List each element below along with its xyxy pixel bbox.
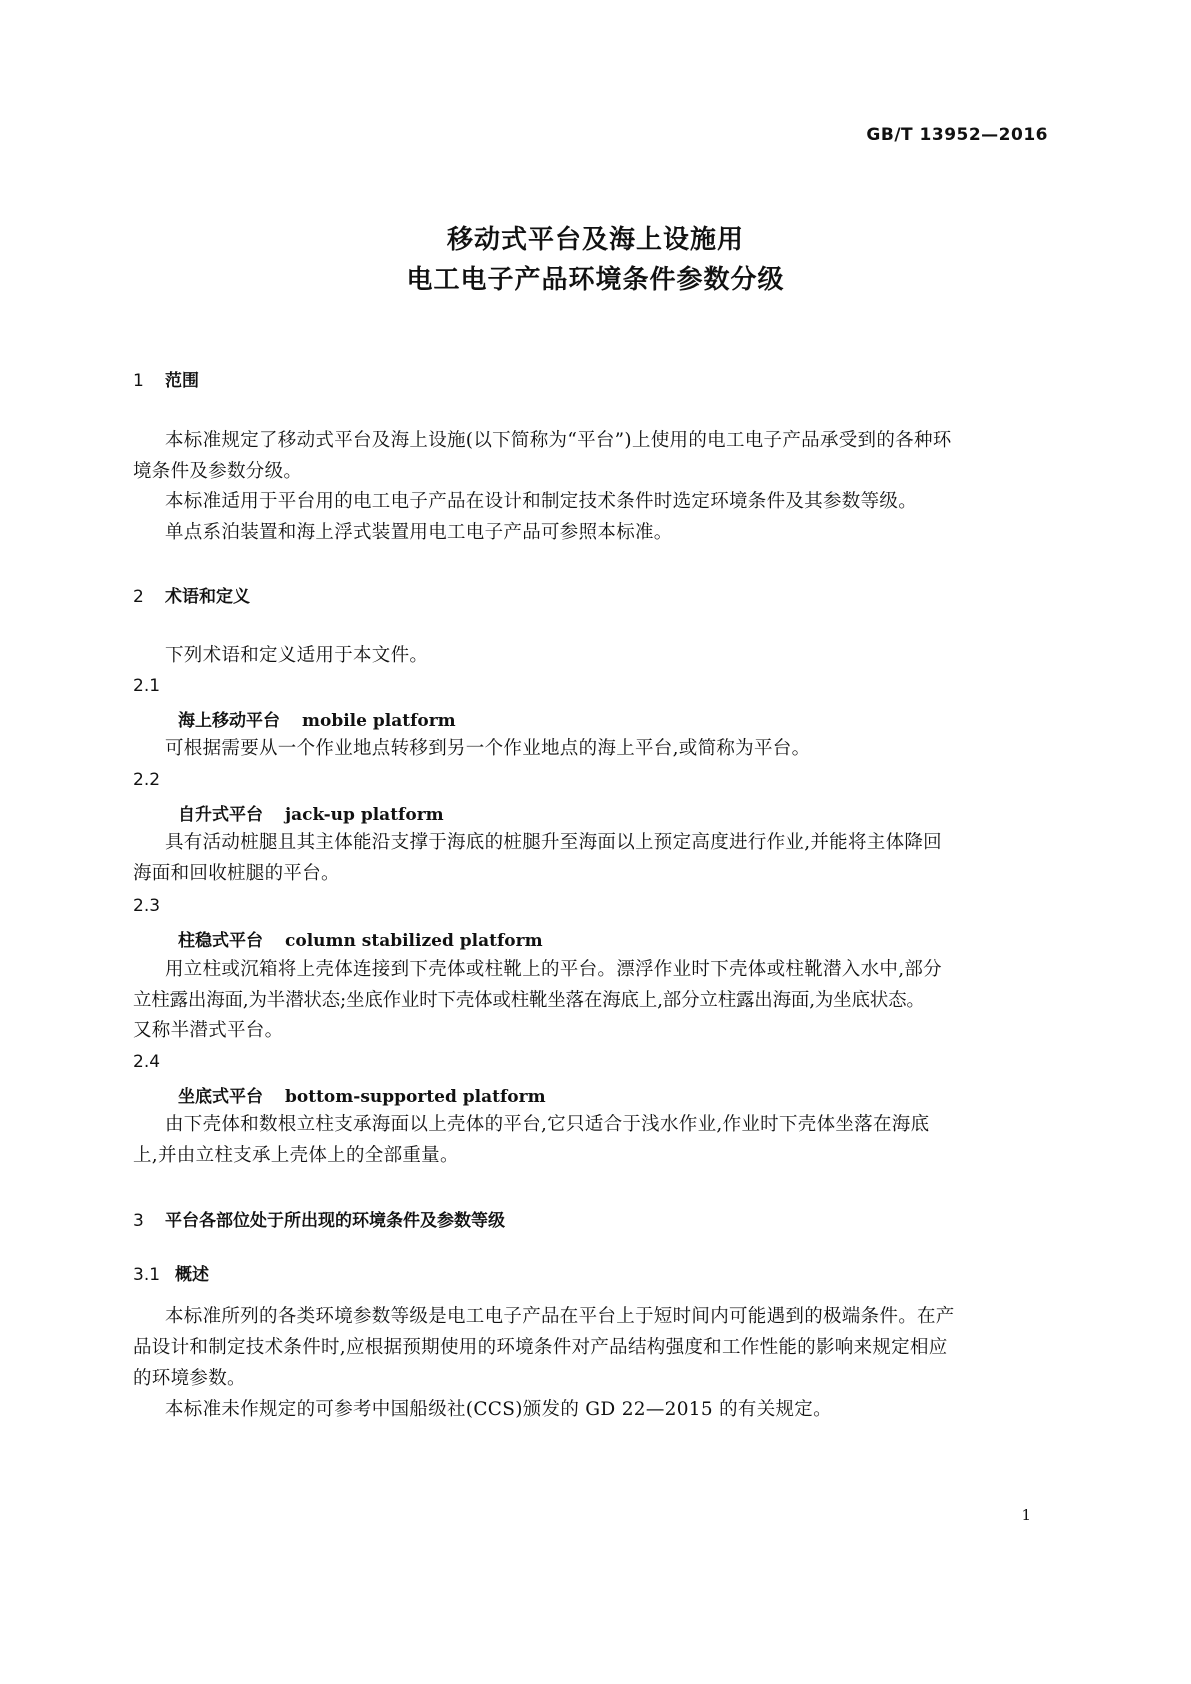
term-definition-line: 可根据需要从一个作业地点转移到另一个作业地点的海上平台,或简称为平台。 <box>165 738 811 759</box>
section-number: 2 <box>133 587 144 607</box>
term-heading <box>178 926 543 951</box>
section-3-paragraph-line: 本标准未作规定的可参考中国船级社(CCS)颁发的 GD 22—2015 的有关规定。 <box>165 1399 832 1420</box>
section-1-paragraph-line: 境条件及参数分级。 <box>133 461 303 482</box>
subsection-title: 概述 <box>175 1265 209 1285</box>
section-1-paragraph-line: 单点系泊装置和海上浮式装置用电工电子产品可参照本标准。 <box>165 522 673 543</box>
standard-number: GB/T 13952—2016 <box>866 125 1048 145</box>
clause-number: 2.2 <box>133 770 161 790</box>
section-title: 平台各部位处于所出现的环境条件及参数等级 <box>165 1211 505 1231</box>
term-definition-line: 立柱露出海面,为半潜状态;坐底作业时下壳体或柱靴坐落在海底上,部分立柱露出海面,为坐底状态。 <box>133 990 925 1011</box>
term-definition-line: 又称半潜式平台。 <box>133 1020 284 1041</box>
term-definition-line: 海面和回收桩腿的平台。 <box>133 863 340 884</box>
section-3-heading <box>133 1206 505 1231</box>
document-title-line-1: 移动式平台及海上设施用 <box>446 225 744 255</box>
section-3-paragraph-line: 的环境参数。 <box>133 1368 246 1389</box>
page-number: 1 <box>1021 1506 1031 1524</box>
term-definition-line: 上,并由立柱支承上壳体上的全部重量。 <box>133 1145 459 1166</box>
term-en: mobile platform <box>302 711 456 731</box>
section-1-heading <box>133 366 199 391</box>
term-heading <box>178 1082 546 1107</box>
clause-number: 2.3 <box>133 896 161 916</box>
term-definition-line: 由下壳体和数根立柱支承海面以上壳体的平台,它只适合于浅水作业,作业时下壳体坐落在海底 <box>165 1114 930 1135</box>
term-definition-line: 用立柱或沉箱将上壳体连接到下壳体或柱靴上的平台。漂浮作业时下壳体或柱靴潜入水中,部分 <box>165 959 942 980</box>
section-1-paragraph-line: 本标准适用于平台用的电工电子产品在设计和制定技术条件时选定环境条件及其参数等级。 <box>165 491 918 512</box>
section-2-intro: 下列术语和定义适用于本文件。 <box>165 645 429 666</box>
term-en: jack-up platform <box>285 805 444 825</box>
section-number: 3 <box>133 1211 144 1231</box>
term-heading <box>178 800 444 825</box>
term-definition-line: 具有活动桩腿且其主体能沿支撑于海底的桩腿升至海面以上预定高度进行作业,并能将主体降回 <box>165 832 942 853</box>
term-zh: 海上移动平台 <box>178 711 280 731</box>
section-3-paragraph-line: 本标准所列的各类环境参数等级是电工电子产品在平台上于短时间内可能遇到的极端条件。在产 <box>165 1306 955 1327</box>
term-zh: 柱稳式平台 <box>178 931 263 951</box>
clause-number: 2.1 <box>133 676 161 696</box>
term-heading <box>178 706 456 731</box>
subsection-3-1-heading <box>133 1260 209 1285</box>
term-zh: 自升式平台 <box>178 805 263 825</box>
document-title-line-2: 电工电子产品环境条件参数分级 <box>406 265 785 295</box>
section-3-paragraph-line: 品设计和制定技术条件时,应根据预期使用的环境条件对产品结构强度和工作性能的影响来规定相应 <box>133 1337 948 1358</box>
term-zh: 坐底式平台 <box>178 1087 263 1107</box>
section-2-heading <box>133 582 250 607</box>
clause-number: 2.4 <box>133 1052 161 1072</box>
term-en: bottom-supported platform <box>285 1087 546 1107</box>
term-en: column stabilized platform <box>285 931 543 951</box>
section-title: 术语和定义 <box>165 587 250 607</box>
subsection-number: 3.1 <box>133 1265 161 1285</box>
section-1-paragraph-line: 本标准规定了移动式平台及海上设施(以下简称为“平台”)上使用的电工电子产品承受到的各种环 <box>165 430 952 451</box>
section-number: 1 <box>133 371 144 391</box>
section-title: 范围 <box>165 371 199 391</box>
